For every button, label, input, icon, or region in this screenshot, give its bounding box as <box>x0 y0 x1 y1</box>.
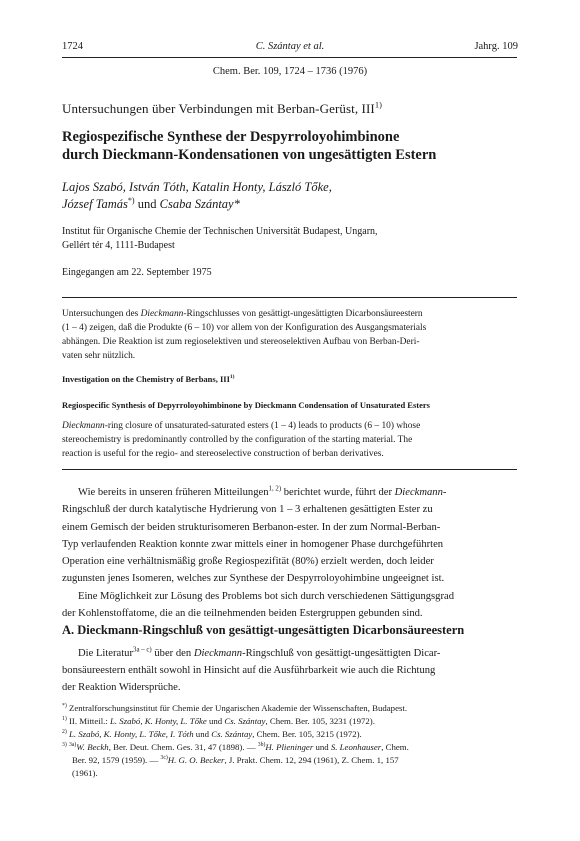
abstract-bottom-rule <box>62 469 517 470</box>
author-list: Lajos Szabó, István Tóth, Katalin Honty, László Tőke, József Tamás*) und Csaba Szántay* <box>62 180 332 211</box>
institution-address: Institut für Organische Chemie der Technischen Universität Budapest, Ungarn, Gellért tér 4, 1111-Budapest <box>62 226 378 251</box>
page-number: 1724 <box>62 41 83 52</box>
intro-paragraphs: Wie bereits in unseren früheren Mitteilungen$^{1, 2)}$ berichtet wurde, führt der Dieckmann- Ringschluß der durch katalytische Hydrierung von 1 – 3 erhaltenen gesättigten Ester zu einem Gemisch der beiden strukturisomeren Berbanon-ester. In der zum Normal-Berban- Typ verlaufenden Reaktion konnte zwar mittels einer in homogener Phase durchgeführten Operation eine verhältnismäßig große Regiospezifität (80%) erzielt werden, doch leider zugunsten jenes Isomeren, welches zur Synthese der Despyrroloyohimbine ungeeignet ist. Eine Möglichkeit zur Lösung des Problems bot sich durch verschiedenen Sättigungsgrad der Kohlenstoffatome, die an die teilnehmenden beiden Estergruppen gebunden sind. <box>62 485 455 620</box>
footnotes: *) Zentralforschungsinstitut für Chemie der Ungarischen Akademie der Wissenschaften, Budapest. $^{1)}$ II. Mitteil.: L. Szabó, K. Honty, L. Tőke und Cs. Szántay, Chem. Ber. 105, 3231 (1972). $^{2)}$ L. Szabó, K. Honty, L. Tőke, I. Tóth und Cs. Szántay, Chem. Ber. 105, 3215 (1972). $^{3)}$ $^{3a)}$W. Beckh, Ber. Deut. Chem. Ges. 31, 47 (1898). — $^{3b)}$H. Plieninger und S. Leonhauser, Chem. Ber. 92, 1579 (1959). — $^{3c)}$H. G. O. Becker, J. Prakt. Chem. 12, 294 (1961), Z. Chem. 1, 157 (1961). <box>62 703 409 778</box>
received-date: Eingegangen am 22. September 1975 <box>62 267 212 278</box>
section-heading: A. Dieckmann-Ringschluß von gesättigt-ungesättigten Dicarbonsäureestern <box>62 623 465 637</box>
section-paragraph: Die Literatur$^{3a - c)}$ über den Dieckmann-Ringschluß von gesättigt-ungesättigten Dicar- bonsäureestern enthält sowohl in Hinsicht auf die Ausführbarkeit wie auch die Richtung der Reaktion Widersprüche. <box>62 646 441 693</box>
series-title: Untersuchungen über Verbindungen mit Berban-Gerüst, III$^{1)}$ <box>62 99 383 116</box>
english-series-title: Investigation on the Chemistry of Berbans, III$^{1)}$ <box>62 374 235 384</box>
english-title: Regiospecific Synthesis of Depyrroloyohimbinone by Dieckmann Condensation of Unsaturated Esters <box>62 400 430 410</box>
volume-label: Jahrg. 109 <box>474 41 518 52</box>
running-title: C. Szántay et al. <box>255 41 325 52</box>
abstract-top-rule <box>62 297 517 298</box>
abstract-english: Dieckmann-ring closure of unsaturated-saturated esters (1 – 4) leads to products (6 – 10) whose stereochemistry is predominantly controlled by the configuration of the starting material. The reaction is useful for the regio- and stereoselective construction of berban derivatives. <box>62 421 421 459</box>
header-rule <box>62 57 517 58</box>
journal-reference: Chem. Ber. 109, 1724 – 1736 (1976) <box>212 66 368 77</box>
article-title: Regiospezifische Synthese der Despyrroloyohimbinone durch Dieckmann-Kondensationen von ungesättigten Estern <box>62 129 437 163</box>
abstract-german: Untersuchungen des Dieckmann-Ringschlusses von gesättigt-ungesättigten Dicarbonsäureestern (1 – 4) zeigen, daß die Produkte (6 – 10) vor allem von der Konfiguration des Ausgangsmaterials abhängen. Die Reaktion ist zum regioselektiven und stereoselektiven Aufbau von Berban-Deri- vaten sehr nützlich. <box>62 309 427 361</box>
